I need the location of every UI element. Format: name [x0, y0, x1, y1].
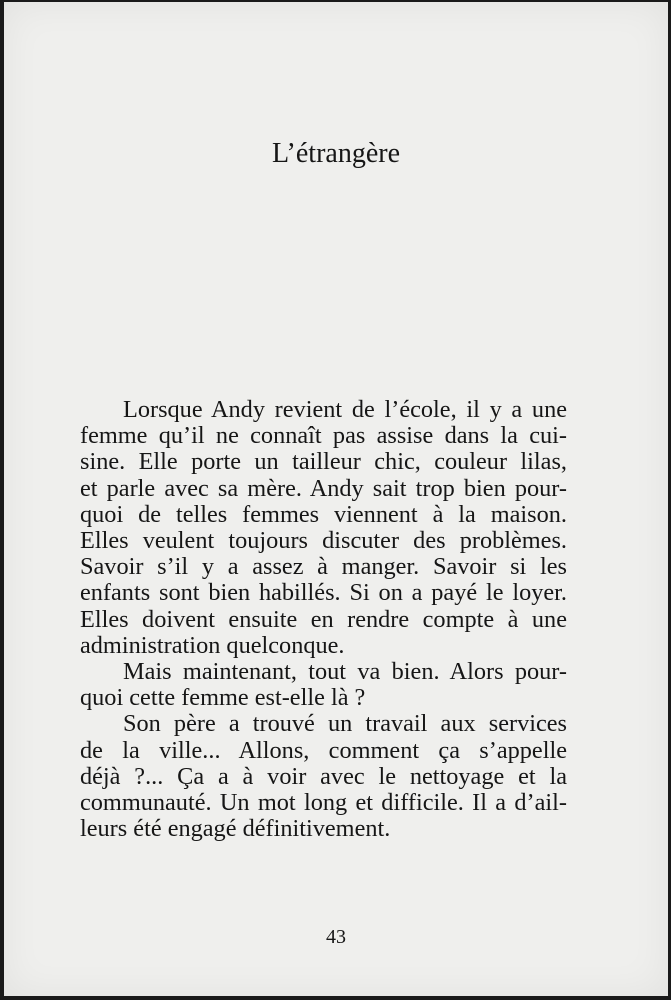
- page-number: 43: [326, 926, 346, 948]
- paragraph: [80, 659, 567, 711]
- text-line: Mais maintenant, tout va bien. Alors pour-: [123, 658, 567, 686]
- paragraph: [80, 397, 567, 659]
- text-line: Son père a trouvé un travail aux services: [123, 710, 567, 738]
- paragraph: [80, 711, 567, 842]
- text-line: sine. Elle porte un tailleur chic, couleur lilas,: [80, 448, 567, 476]
- text-line: Lorsque Andy revient de l’école, il y a une: [123, 396, 567, 423]
- chapter-title: L’étrangère: [272, 138, 400, 169]
- text-line: administration quelconque.: [80, 631, 345, 659]
- text-line: quoi cette femme est-elle là ?: [80, 684, 366, 712]
- text-line: enfants sont bien habillés. Si on a payé le loyer.: [80, 579, 567, 607]
- text-line: femme qu’il ne connaît pas assise dans la cui-: [80, 422, 567, 450]
- text-line: de la ville... Allons, comment ça s’appelle: [80, 736, 567, 764]
- text-line: communauté. Un mot long et difficile. Il a d’ail-: [80, 789, 567, 817]
- text-line: Elles veulent toujours discuter des problèmes.: [80, 527, 567, 555]
- text-line: Savoir s’il y a assez à manger. Savoir si les: [80, 553, 567, 581]
- body-text: [80, 397, 567, 842]
- text-line: et parle avec sa mère. Andy sait trop bien pour-: [80, 474, 567, 502]
- text-line: quoi de telles femmes viennent à la maison.: [80, 500, 567, 528]
- text-line: déjà ?... Ça a à voir avec le nettoyage et la: [80, 762, 567, 790]
- text-line: leurs été engagé définitivement.: [80, 815, 391, 843]
- book-page: [4, 2, 668, 996]
- text-line: Elles doivent ensuite en rendre compte à une: [80, 605, 567, 633]
